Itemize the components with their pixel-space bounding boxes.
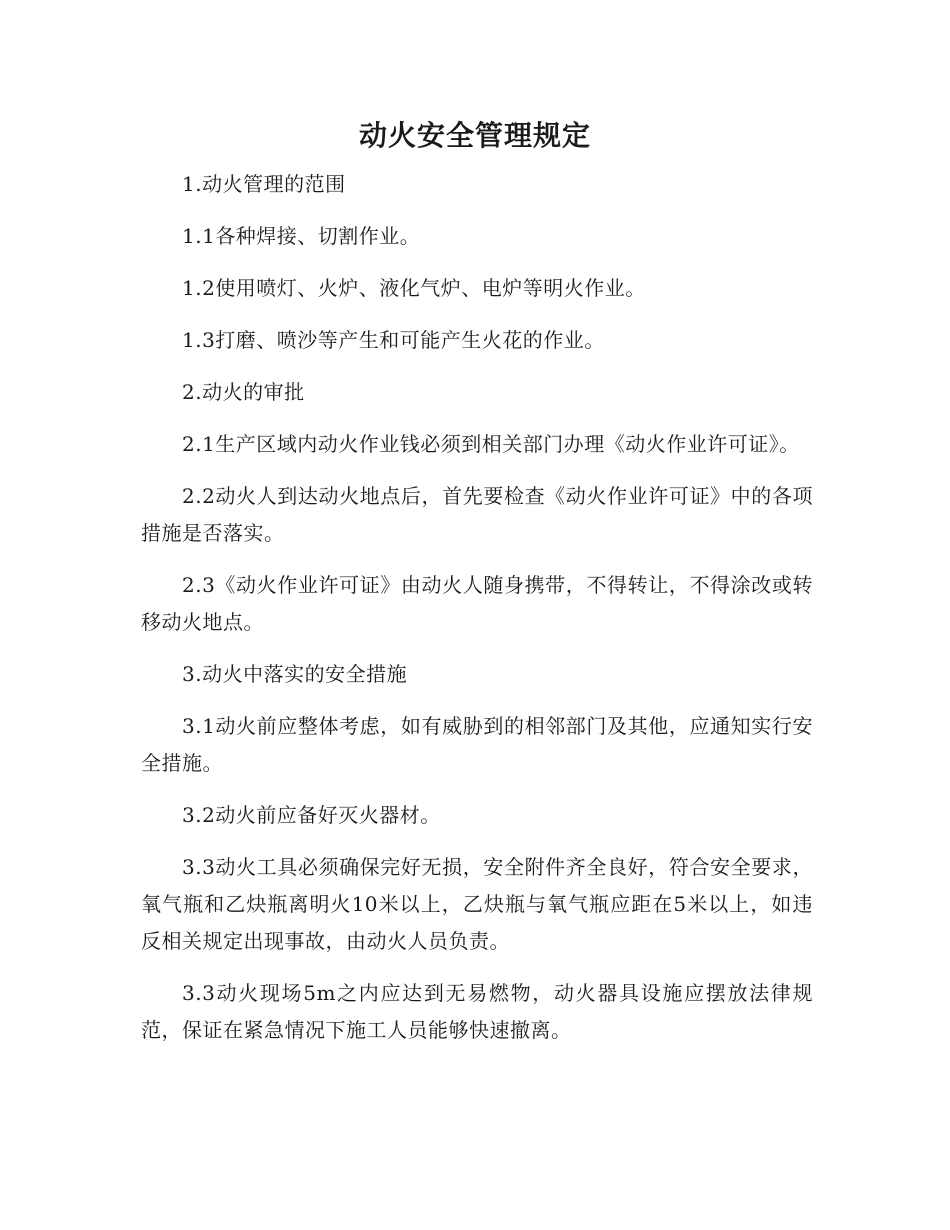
paragraph-6: 2.1生产区域内动火作业钱必须到相关部门办理《动火作业许可证》。 <box>182 432 800 456</box>
paragraph-3: 1.2使用喷灯、火炉、液化气炉、电炉等明火作业。 <box>182 276 646 300</box>
paragraph-4: 1.3打磨、喷沙等产生和可能产生火花的作业。 <box>182 328 605 352</box>
paragraph-11: 3.2动火前应备好灭火器材。 <box>182 803 441 827</box>
paragraph-13: 3.3动火现场5m之内应达到无易燃物，动火器具设施应摆放法律规范，保证在紧急情况下施工人员能够快速撤离。 <box>141 981 813 1042</box>
paragraph-10: 3.1动火前应整体考虑，如有威胁到的相邻部门及其他，应通知实行安全措施。 <box>141 714 813 775</box>
document-body <box>141 166 813 1064</box>
paragraph-7: 2.2动火人到达动火地点后，首先要检查《动火作业许可证》中的各项措施是否落实。 <box>141 484 813 545</box>
paragraph-9: 3.动火中落实的安全措施 <box>182 662 408 686</box>
paragraph-1: 1.动火管理的范围 <box>182 172 346 196</box>
paragraph-8: 2.3《动火作业许可证》由动火人随身携带，不得转让，不得涂改或转移动火地点。 <box>141 573 813 634</box>
paragraph-12: 3.3动火工具必须确保完好无损，安全附件齐全良好，符合安全要求，氧气瓶和乙炔瓶离明火10米以上，乙炔瓶与氧气瓶应距在5米以上，如违反相关规定出现事故，由动火人员负责。 <box>141 855 813 953</box>
document-title: 动火安全管理规定 <box>358 119 591 152</box>
paragraph-5: 2.动火的审批 <box>182 380 305 404</box>
paragraph-2: 1.1各种焊接、切割作业。 <box>182 224 421 248</box>
